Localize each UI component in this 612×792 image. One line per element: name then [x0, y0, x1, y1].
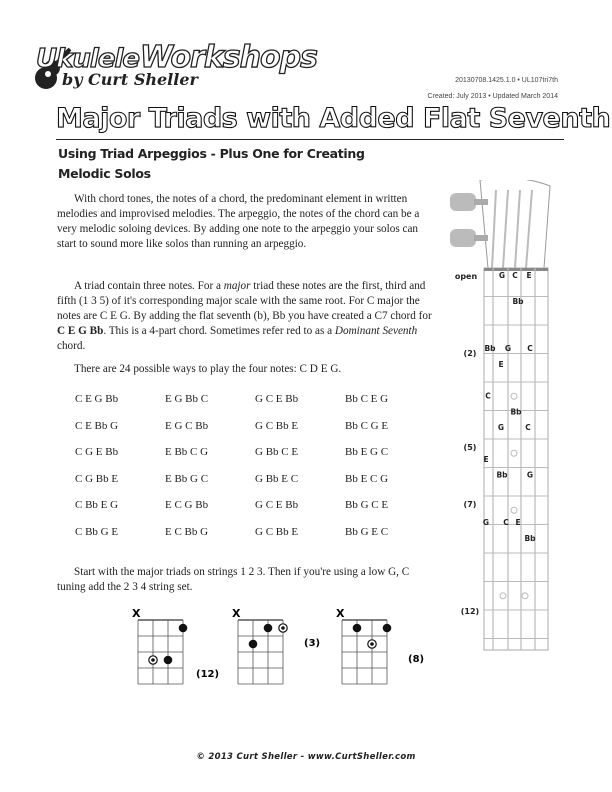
fret-inlay [511, 507, 517, 513]
note-ordering: Bb C E G [345, 393, 389, 405]
title-divider [56, 139, 564, 140]
text: chord. [57, 340, 86, 352]
fret-marker-label: (7) [463, 500, 477, 509]
paragraph-chord-tones: With chord tones, the notes of a chord, the predominant element in written melodies and improvised melodies. The arpeggio, the notes of the chord can be a very melodic soloing devices. By adding one note to the arpeggio your solos can start to sound more like solos than running an arpeggio. [57, 193, 420, 250]
note-ordering: Bb C G E [345, 419, 389, 432]
note-ordering: C E G Bb [75, 393, 119, 405]
open-note: E [526, 271, 532, 280]
emphasis-notes: C E G Bb [57, 325, 104, 337]
logo-author-text: by Curt Sheller [62, 70, 198, 89]
subtitle-line-1: Using Triad Arpeggios - Plus One for Creating [58, 146, 365, 161]
logo-workshops-text: Workshops [140, 40, 317, 75]
note-ordering: E Bb C G [165, 446, 209, 459]
note-ordering: G Bb E C [255, 472, 299, 485]
chord-diagrams [130, 606, 430, 696]
root-note-center [281, 626, 285, 630]
note-ordering: G C E Bb [255, 393, 299, 405]
neck-note: G [504, 344, 512, 354]
paragraph-triad [57, 279, 437, 354]
tuning-peg-icon [450, 193, 476, 211]
fret-marker-label: (2) [463, 349, 477, 358]
muted-string-marker: X [232, 607, 241, 620]
neck-note: E [515, 518, 521, 527]
neck-note: Bb [510, 407, 522, 417]
note-ordering: E Bb G C [165, 472, 209, 485]
neck-note: Bb [496, 470, 508, 480]
fret-marker-label: (12) [460, 607, 480, 616]
neck-note: G [526, 470, 534, 480]
emphasis-major: major [223, 280, 251, 292]
fret-inlay [522, 593, 528, 599]
neck-note: C [525, 423, 531, 433]
root-note-center [151, 658, 155, 662]
neck-note: Bb [524, 533, 536, 543]
note-ordering: Bb E C G [345, 472, 389, 485]
paragraph-possible-ways: There are 24 possible ways to play the four notes: C D E G. [74, 363, 342, 375]
tuning-peg-shaft [474, 199, 488, 205]
tuning-peg-icon [450, 229, 476, 247]
neck-note: Bb [512, 296, 524, 306]
note-ordering: E G C Bb [165, 419, 209, 432]
neck-note: C [503, 518, 509, 527]
note-dot [383, 624, 392, 633]
neck-note: G [482, 518, 490, 527]
fret-marker-label: (5) [463, 443, 477, 452]
note-ordering: Bb G E C [345, 525, 389, 538]
note-row [75, 393, 435, 420]
note-ordering: Bb G C E [345, 499, 389, 512]
neck-note: Bb [484, 344, 496, 354]
tuning-peg-shaft [474, 235, 488, 241]
note-row [75, 446, 435, 473]
note-orderings-grid [75, 393, 435, 553]
root-note-center [370, 642, 374, 646]
fret-inlay [511, 450, 517, 456]
document-id: 20130708.1425.1.0 • UL107tri7th [455, 77, 558, 84]
note-row [75, 499, 435, 526]
neck-note: C [527, 344, 533, 354]
text: . This is a 4-part chord. Sometimes refer red to as a [103, 325, 335, 337]
note-ordering: E G Bb C [165, 393, 209, 405]
note-ordering: C G Bb E [75, 472, 119, 485]
text: triad these notes are the first, third and fifth (1 3 5) of it's corresponding major scale with the same root. For C major the notes are C E G. By adding the flat seventh (b), Bb you have created a C7 chord for [57, 280, 432, 322]
text: A triad contain three notes. For a [74, 280, 224, 292]
chord-diagram [132, 607, 219, 684]
ukulele-neck-diagram [440, 180, 560, 660]
note-ordering: C Bb E G [75, 499, 119, 512]
note-ordering: C Bb G E [75, 525, 119, 538]
page-title: Major Triads with Added Flat Seventh [56, 103, 611, 134]
open-strings-label: open [454, 272, 478, 281]
note-ordering: C E Bb G [75, 419, 119, 432]
note-ordering: E C G Bb [165, 499, 209, 512]
muted-string-marker: X [132, 607, 141, 620]
open-note: C [512, 271, 518, 280]
note-dot [249, 640, 258, 649]
footer-copyright: © 2013 Curt Sheller - www.CurtSheller.com [196, 752, 416, 762]
logo-ukulele-text: Ukulele [36, 44, 140, 74]
note-dot [179, 624, 188, 633]
fret-inlay [511, 393, 517, 399]
chord-diagram [336, 607, 424, 684]
note-dot [164, 656, 173, 665]
note-dot [264, 624, 273, 633]
note-ordering: G Bb C E [255, 446, 299, 459]
note-row [75, 420, 435, 447]
neck-note: E [498, 360, 504, 369]
fret-position-label: (8) [408, 654, 425, 665]
note-row [75, 473, 435, 500]
note-dot [353, 624, 362, 633]
note-ordering: G C Bb E [255, 419, 299, 432]
neck-note: G [497, 423, 505, 433]
note-ordering: Bb E G C [345, 446, 389, 459]
note-ordering: G C Bb E [255, 525, 299, 538]
fret-inlay [500, 593, 506, 599]
note-ordering: C G E Bb [75, 446, 119, 459]
fret-position-label: (12) [196, 669, 220, 680]
chord-diagram [232, 607, 320, 684]
muted-string-marker: X [336, 607, 345, 620]
neck [450, 180, 550, 650]
subtitle-line-2: Melodic Solos [58, 166, 151, 181]
fret-position-label: (3) [304, 638, 321, 649]
note-row [75, 526, 435, 553]
note-ordering: G C E Bb [255, 499, 299, 512]
note-ordering: E C Bb G [165, 525, 209, 538]
neck-note: E [483, 454, 489, 464]
emphasis-dominant: Dominant Seventh [334, 325, 418, 337]
neck-note: C [485, 391, 491, 401]
document-dates: Created: July 2013 • Updated March 2014 [427, 93, 558, 100]
open-note: G [498, 271, 506, 280]
paragraph-start: Start with the major triads on strings 1 2 3. Then if you're using a low G, C tuning add the 2 3 4 string set. [57, 566, 410, 593]
